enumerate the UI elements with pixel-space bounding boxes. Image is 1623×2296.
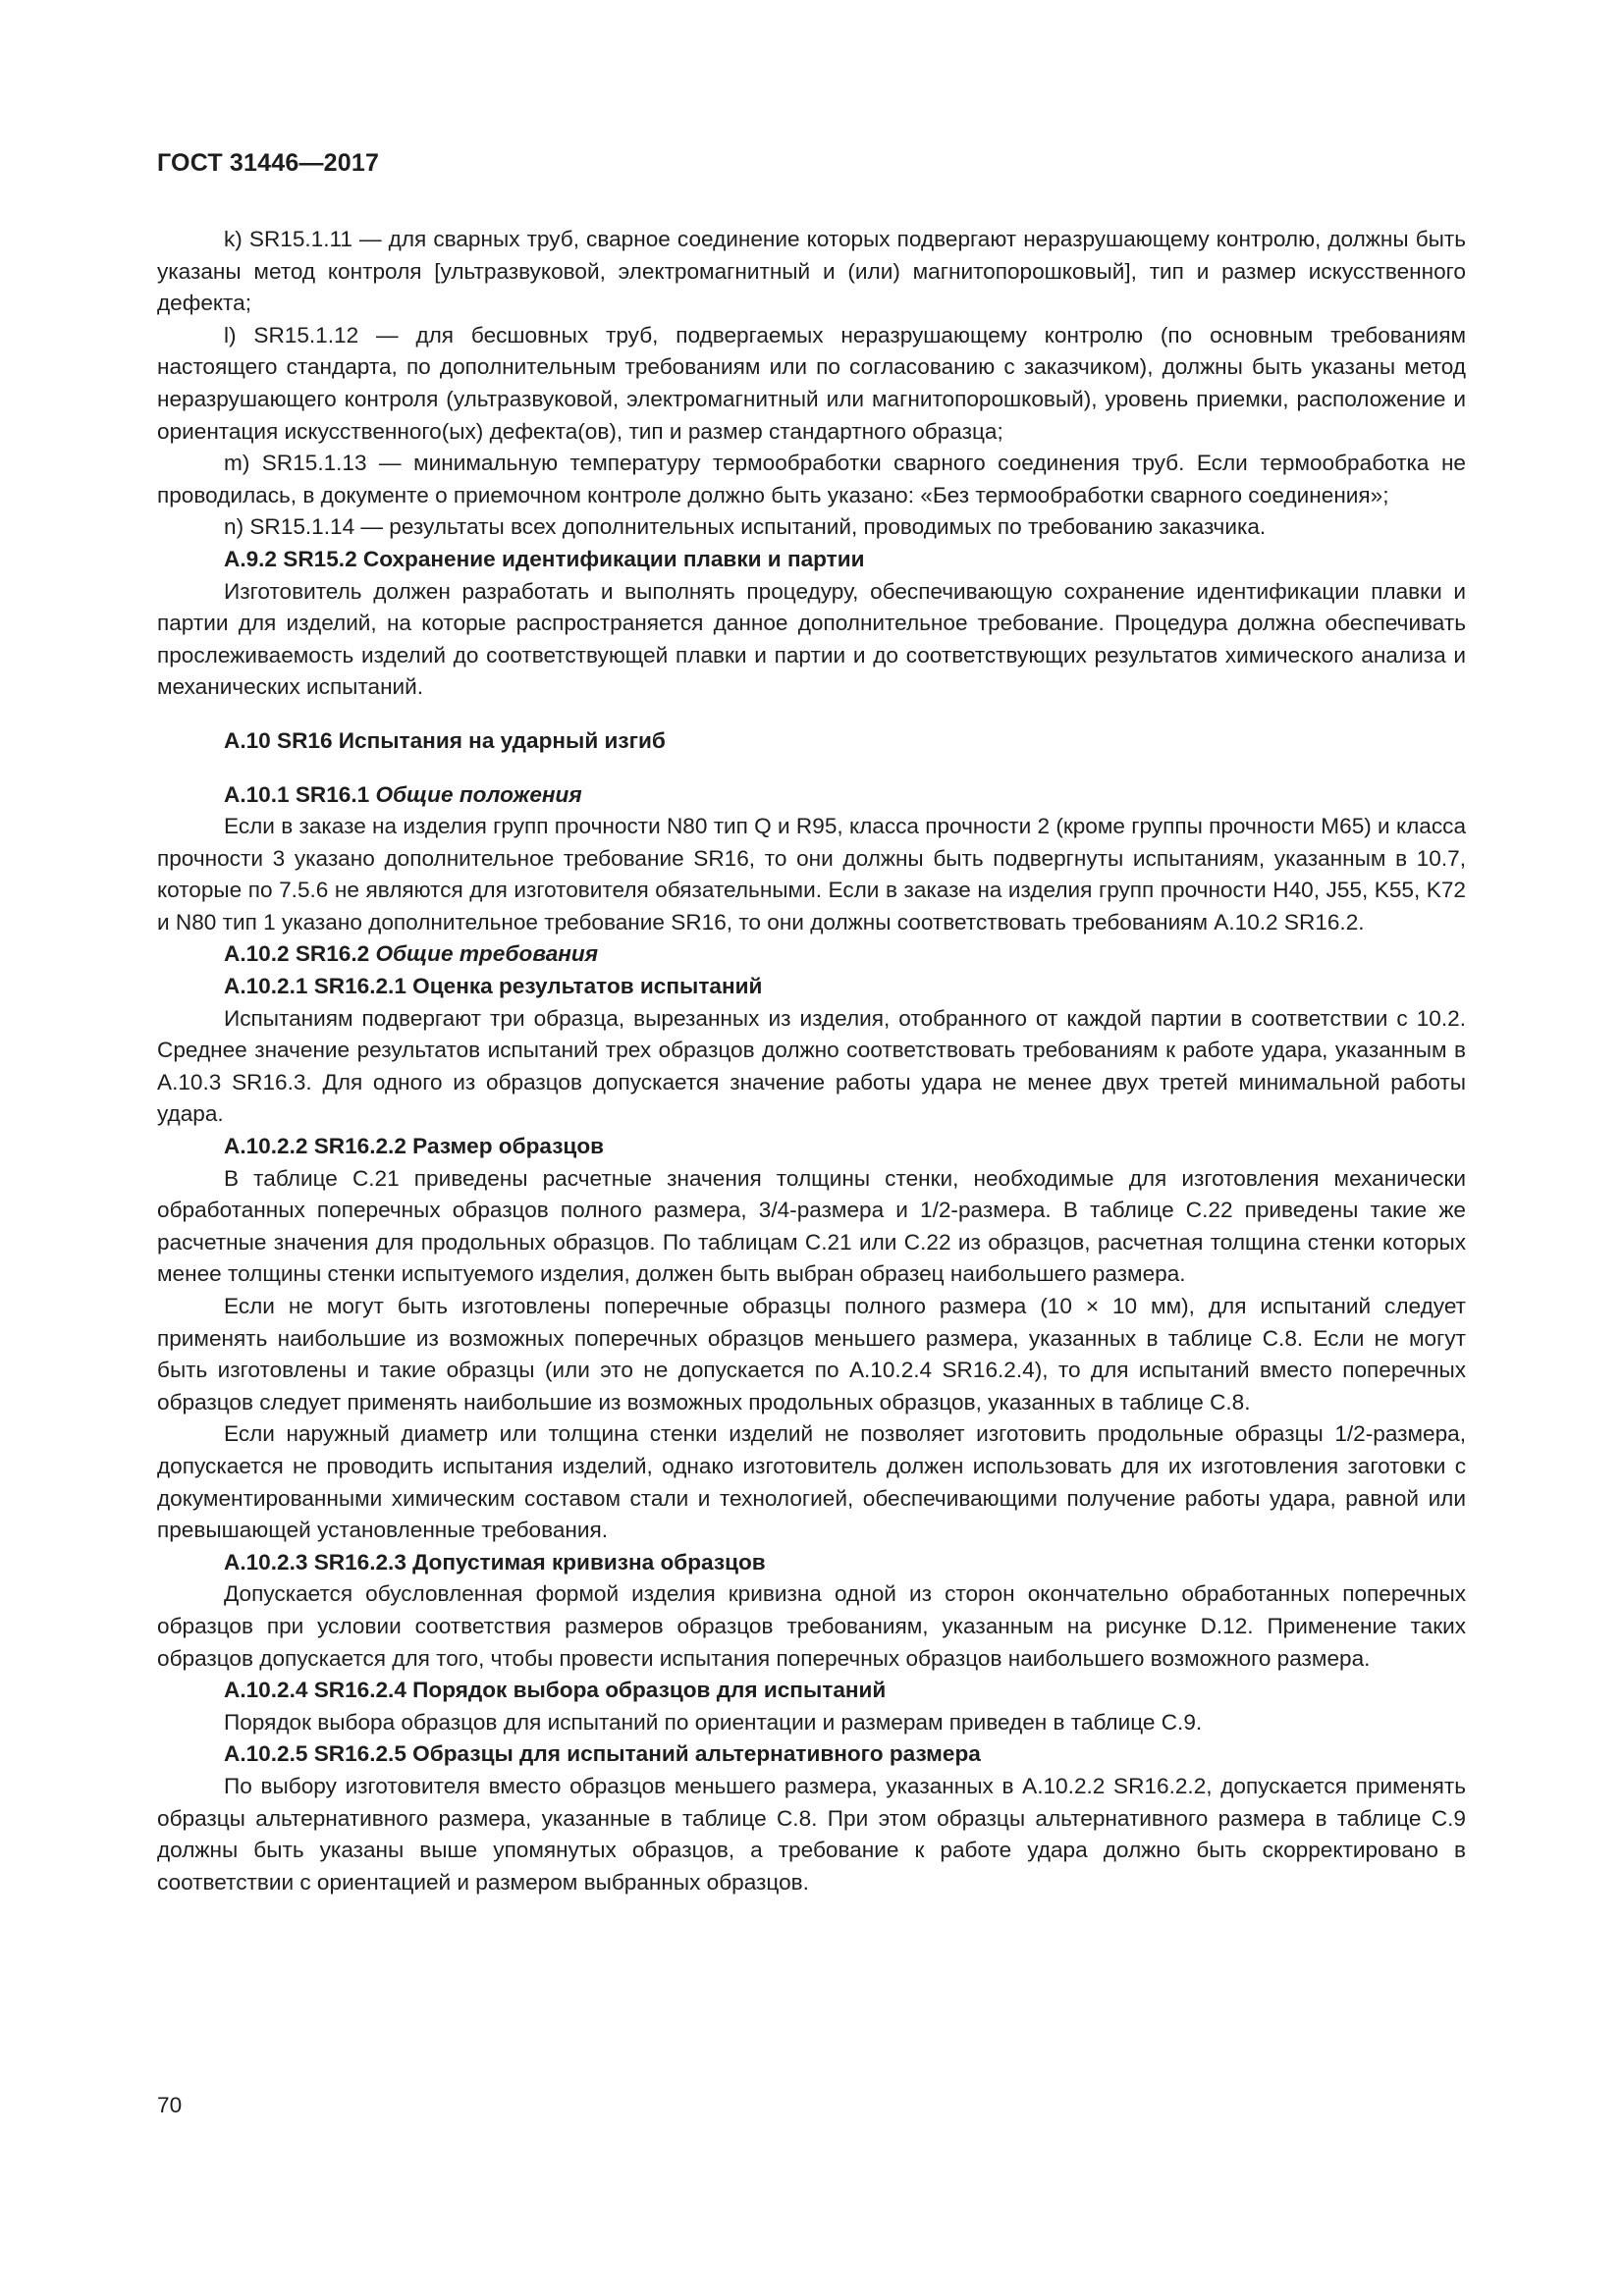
heading-a-10-2-1: А.10.2.1 SR16.2.1 Оценка результатов испытаний [224,974,763,999]
heading-a-10-1 [157,779,1466,812]
paragraph-k: k) SR15.1.11 — для сварных труб, сварное соединение которых подвергают неразрушающему контролю, должны быть указаны метод контроля [ультразвуковой, электромагнитный и (или) магнитопорошковый], тип и размер искусственного дефекта; [157,227,1466,316]
heading-a-10-2 [157,938,1466,971]
heading-a-10-2-title: Общие требования [375,941,599,967]
paragraph-a-10-2-3: Допускается обусловленная формой изделия кривизна одной из сторон окончательно обработанных поперечных образцов при условии соответствия размеров образцов требованиям, указанным на рисунке D.12. Применение таких образцов допускается для того, чтобы провести испытания поперечных образцов наибольшего возможного размера. [157,1581,1466,1671]
heading-a-10-2-number: А.10.2 SR16.2 [224,941,376,967]
paragraph-a-10-2-4: Порядок выбора образцов для испытаний по ориентации и размерам приведен в таблице C.9. [224,1709,1203,1735]
heading-a-10-2-5: А.10.2.5 SR16.2.5 Образцы для испытаний альтернативного размера [224,1741,981,1767]
heading-a-10-1-title: Общие положения [375,781,582,807]
paragraph-m: m) SR15.1.13 — минимальную температуру термообработки сварного соединения труб. Если термообработка не проводилась, в документе о приемочном контроле должно быть указано: «Без термообработки сварного соединения»; [157,451,1466,507]
heading-a-10-1-number: А.10.1 SR16.1 [224,781,376,807]
heading-a-10-2-2: А.10.2.2 SR16.2.2 Размер образцов [224,1134,605,1159]
paragraph-a-10-2-2-c: Если наружный диаметр или толщина стенки изделий не позволяет изготовить продольные образцы 1/2-размера, допускается не проводить испытания изделий, однако изготовитель должен использовать для их изготовления заготовки с документированными химическим составом стали и технологией, обеспечивающими получение работы удара, равной или превышающей установленные требования. [157,1421,1466,1543]
document-body [157,224,1466,1898]
paragraph-a-9-2: Изготовитель должен разработать и выполнять процедуру, обеспечивающую сохранение идентификации плавки и партии для изделий, на которые распространяется данное дополнительное требование. Процедура должна обеспечивать прослеживаемость изделий до соответствующей плавки и партии и до соответствующих результатов химического анализа и механических испытаний. [157,578,1466,700]
document-header: ГОСТ 31446—2017 [157,149,380,177]
heading-a-9-2: А.9.2 SR15.2 Сохранение идентификации плавки и партии [224,546,865,571]
paragraph-a-10-2-5: По выбору изготовителя вместо образцов меньшего размера, указанных в А.10.2.2 SR16.2.2, допускается применять образцы альтернативного размера, указанные в таблице C.8. При этом образцы альтернативного размера в таблице C.9 должны быть указаны выше упомянутых образцов, а требование к работе удара должно быть скорректировано в соответствии с ориентацией и размером выбранных образцов. [157,1773,1466,1895]
page-number: 70 [157,2093,183,2117]
paragraph-a-10-1: Если в заказе на изделия групп прочности N80 тип Q и R95, класса прочности 2 (кроме группы прочности M65) и класса прочности 3 указано дополнительное требование SR16, то они должны быть подвергнуты испытаниям, указанным в 10.7, которые по 7.5.6 не являются для изготовителя обязательными. Если в заказе на изделия групп прочности H40, J55, K55, K72 и N80 тип 1 указано дополнительное требование SR16, то они должны соответствовать требованиям А.10.2 SR16.2. [157,814,1467,934]
paragraph-a-10-2-2-b: Если не могут быть изготовлены поперечные образцы полного размера (10 × 10 мм), для испытаний следует применять наибольшие из возможных поперечных образцов меньшего размера, указанных в таблице C.8. Если не могут быть изготовлены и такие образцы (или это не допускается по А.10.2.4 SR16.2.4), то для испытаний вместо поперечных образцов следует применять наибольшие из возможных продольных образцов, указанных в таблице C.8. [157,1294,1466,1415]
paragraph-l: l) SR15.1.12 — для бесшовных труб, подвергаемых неразрушающему контролю (по основным требованиям настоящего стандарта, по дополнительным требованиям или по согласованию с заказчиком), должны быть указаны метод неразрушающего контроля (ультразвуковой, электромагнитный или магнитопорошковый), уровень приемки, расположение и ориентация искусственного(ых) дефекта(ов), тип и размер стандартного образца; [157,322,1466,444]
paragraph-a-10-2-1: Испытаниям подвергают три образца, вырезанных из изделия, отобранного от каждой партии в соответствии с 10.2. Среднее значение результатов испытаний трех образцов должно соответствовать требованиям к работе удара, указанным в А.10.3 SR16.3. Для одного из образцов допускается значение работы удара не менее двух третей минимальной работы удара. [157,1005,1466,1127]
paragraph-a-10-2-2-a: В таблице C.21 приведены расчетные значения толщины стенки, необходимые для изготовления механически обработанных поперечных образцов полного размера, 3/4-размера и 1/2-размера. В таблице C.22 приведены такие же расчетные значения для продольных образцов. По таблицам C.21 или C.22 из образцов, расчетная толщина стенки которых менее толщины стенки испытуемого изделия, должен быть выбран образец наибольшего размера. [157,1165,1466,1287]
heading-a-10-2-3: А.10.2.3 SR16.2.3 Допустимая кривизна образцов [224,1549,766,1575]
heading-a-10: А.10 SR16 Испытания на ударный изгиб [224,727,666,753]
paragraph-n: n) SR15.1.14 — результаты всех дополнительных испытаний, проводимых по требованию заказчика. [224,514,1267,540]
heading-a-10-2-4: А.10.2.4 SR16.2.4 Порядок выбора образцов для испытаний [224,1678,887,1703]
